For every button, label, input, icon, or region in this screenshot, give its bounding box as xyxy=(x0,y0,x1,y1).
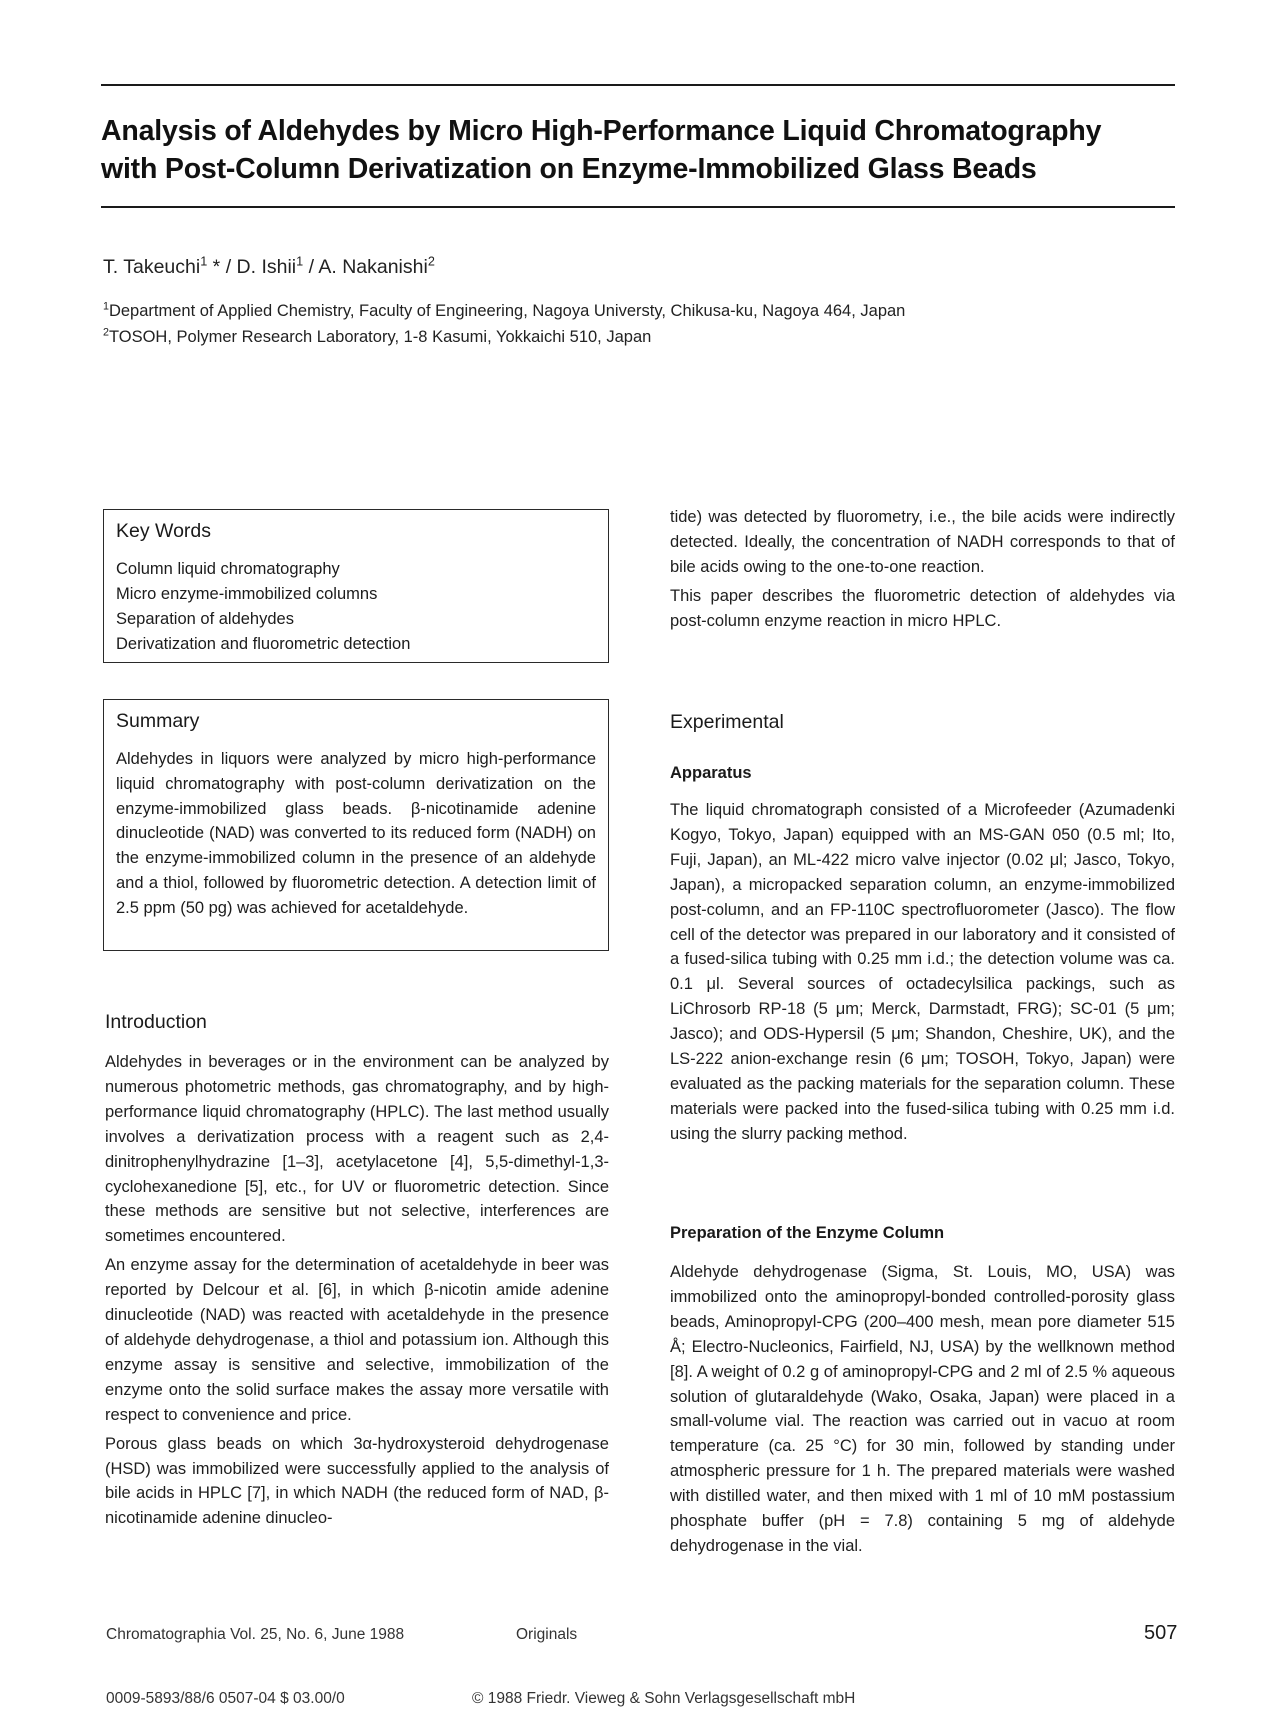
footer-section: Originals xyxy=(516,1626,578,1643)
title-line-2: with Post-Column Derivatization on Enzyme-Immobilized Glass Beads xyxy=(101,153,1037,185)
affiliations xyxy=(103,298,905,350)
prep-body xyxy=(670,1260,1175,1559)
footer-issn: 0009-5893/88/6 0507-04 $ 03.00/0 xyxy=(106,1690,345,1707)
summary-body xyxy=(116,747,596,921)
apparatus-text: The liquid chromatograph consisted of a Microfeeder (Azumadenki Kogyo, Tokyo, Japan) equipped with an MS-GAN 050 (0.5 ml; Ito, Fuji, Japan), an ML-422 micro valve injector (0.02 μl; Jasco, Tokyo, Japan), a micropacked separation column, an enzyme-immobilized post-column, and an FP-110C spectrofluorometer (Jasco). The flow cell of the detector was prepared in our laboratory and it consisted of a fused-silica tubing with 0.25 mm i.d.; the detection volume was ca. 0.1 μl. Several sources of octadecylsilica packings, such as LiChrosorb RP-18 (5 μm; Merck, Darmstadt, FRG); SC-01 (5 μm; Jasco); and ODS-Hypersil (5 μm; Shandon, Cheshire, UK), and the LS-222 anion-exchange resin (6 μm; TOSOH, Tokyo, Japan) were evaluated as the packing materials for the separation column. These materials were packed into the fused-silica tubing with 0.25 mm i.d. using the slurry packing method. xyxy=(670,801,1175,1143)
keyword-item: Micro enzyme-immobilized columns xyxy=(116,585,378,603)
intro-paragraph-1: Aldehydes in beverages or in the environment can be analyzed by numerous photometric methods, gas chromatography, and by high-performance liquid chromatography (HPLC). The last method usually involves a derivatization process with a reagent such as 2,4-dinitrophenylhydrazine [1–3], acetylacetone [4], 5,5-dimethyl-1,3-cyclohexanedione [5], etc., for UV or fluorometric detection. Since these methods are sensitive but not selective, interferences are sometimes encountered. xyxy=(105,1053,609,1246)
prep-heading: Preparation of the Enzyme Column xyxy=(670,1224,945,1242)
affiliation-2 xyxy=(103,324,905,350)
article-title xyxy=(101,112,1175,188)
author-2-affil: 1 xyxy=(296,254,304,269)
prep-text: Aldehyde dehydrogenase (Sigma, St. Louis, MO, USA) was immobilized onto the aminopropyl-bonded controlled-porosity glass beads, Aminopropyl-CPG (200–400 mesh, mean pore diameter 515 Å; Electro-Nucleonics, Fairfield, NJ, USA) by the wellknown method [8]. A weight of 0.2 g of aminopropyl-CPG and 2 ml of 2.5 % aqueous solution of glutaraldehyde (Wako, Osaka, Japan) were placed in a small-volume vial. The reaction was carried out in vacuo at room temperature (ca. 25 °C) for 30 min, followed by standing under atmospheric pressure for 1 h. The prepared materials were washed with distilled water, and then mixed with 1 ml of 10 mM postassium phosphate buffer (pH = 7.8) containing 5 mg of aldehyde dehydrogenase in the vial. xyxy=(670,1263,1175,1555)
author-1-affil: 1 xyxy=(200,254,208,269)
author-3-affil: 2 xyxy=(427,254,435,269)
keyword-item: Column liquid chromatography xyxy=(116,560,340,578)
keyword-item: Separation of aldehydes xyxy=(116,610,294,628)
summary-heading: Summary xyxy=(116,710,200,732)
introduction-body-right xyxy=(670,505,1175,634)
intro-paragraph-5: This paper describes the fluorometric detection of aldehydes via post-column enzyme reaction in micro HPLC. xyxy=(670,586,1175,630)
affiliation-2-num: 2 xyxy=(103,326,109,339)
keywords-heading: Key Words xyxy=(116,520,212,542)
summary-box xyxy=(103,699,609,951)
summary-text: Aldehydes in liquors were analyzed by micro high-performance liquid chromatography with post-column derivatization on the enzyme-immobilized glass beads. β-nicotinamide adenine dinucleotide (NAD) was converted to its reduced form (NADH) on the enzyme-immobilized column in the presence of an aldehyde and a thiol, followed by fluorometric detection. A detection limit of 2.5 ppm (50 pg) was achieved for acetaldehyde. xyxy=(116,750,596,917)
intro-paragraph-2: An enzyme assay for the determination of acetaldehyde in beer was reported by Delcour et al. [6], in which β-nicotin amide adenine dinucleotide (NAD) was reacted with acetaldehyde in the presence of aldehyde dehydrogenase, a thiol and potassium ion. Although this enzyme assay is sensitive and selective, immobilization of the enzyme onto the solid surface makes the assay more versatile with respect to convenience and price. xyxy=(105,1256,609,1424)
affiliation-1-num: 1 xyxy=(103,300,109,313)
top-rule xyxy=(101,84,1175,86)
author-list xyxy=(103,256,435,279)
apparatus-heading: Apparatus xyxy=(670,764,752,782)
title-bottom-rule xyxy=(101,206,1175,208)
experimental-heading: Experimental xyxy=(670,711,784,733)
author-3: / A. Nakanishi xyxy=(303,256,428,278)
footer-copyright: © 1988 Friedr. Vieweg & Sohn Verlagsgesellschaft mbH xyxy=(472,1690,856,1707)
introduction-heading: Introduction xyxy=(105,1011,207,1033)
footer-journal: Chromatographia Vol. 25, No. 6, June 1988 xyxy=(106,1626,405,1643)
keywords-box xyxy=(103,509,609,663)
introduction-body-left xyxy=(105,1050,609,1531)
keyword-item: Derivatization and fluorometric detection xyxy=(116,635,411,653)
author-1: T. Takeuchi xyxy=(103,256,201,278)
affiliation-2-text: TOSOH, Polymer Research Laboratory, 1-8 Kasumi, Yokkaichi 510, Japan xyxy=(108,328,652,346)
affiliation-1 xyxy=(103,298,905,324)
author-2: / D. Ishii xyxy=(225,256,297,278)
intro-paragraph-3: Porous glass beads on which 3α-hydroxysteroid dehydrogenase (HSD) was immobilized were successfully applied to the analysis of bile acids in HPLC [7], in which NADH (the reduced form of NAD, β-nicotinamide adenine dinucleo- xyxy=(105,1434,609,1528)
title-line-1: Analysis of Aldehydes by Micro High-Performance Liquid Chromatography xyxy=(101,115,1102,147)
corresponding-mark: * xyxy=(207,256,226,278)
intro-paragraph-4: tide) was detected by fluorometry, i.e., the bile acids were indirectly detected. Ideally, the concentration of NADH corresponds to that of bile acids owing to the one-to-one reaction. xyxy=(670,508,1175,576)
page-number: 507 xyxy=(1144,1622,1178,1644)
affiliation-1-text: Department of Applied Chemistry, Faculty of Engineering, Nagoya Universty, Chikusa-ku, Nagoya 464, Japan xyxy=(108,302,906,320)
apparatus-body xyxy=(670,798,1175,1147)
